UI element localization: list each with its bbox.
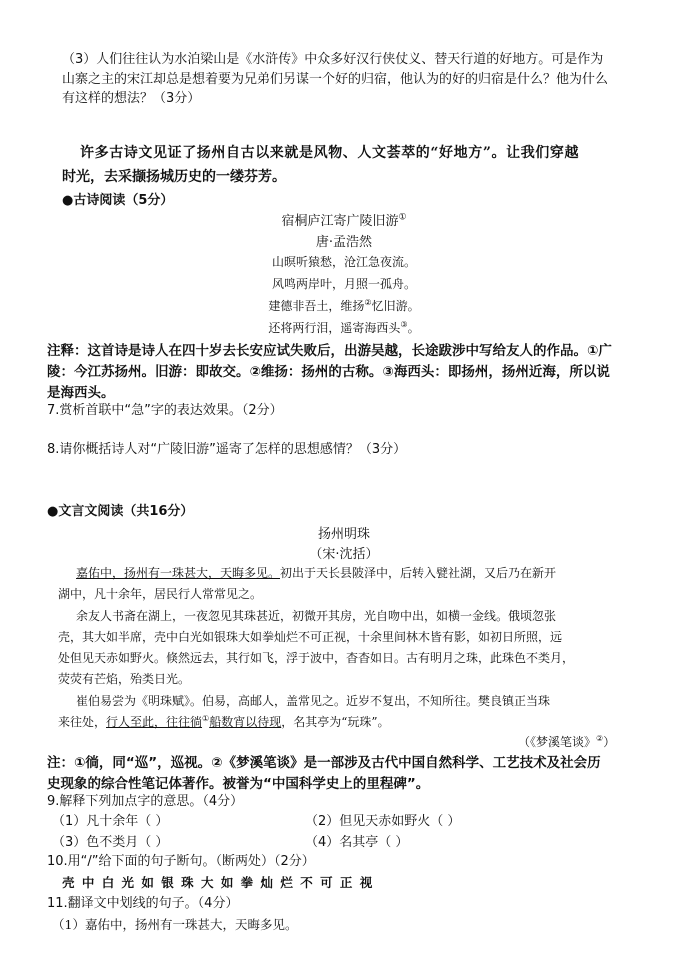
prose-note-line1: 注：①徜，同“巡”，巡视。②《梦溪笔谈》是一部涉及古代中国自然科学、工艺技术及社会历 bbox=[47, 755, 601, 771]
prose-p3-a: 来往处， bbox=[58, 715, 107, 729]
poem-line-4-note: ③ bbox=[400, 320, 408, 329]
q9-item-3: （3）色不类月（ ） bbox=[52, 835, 169, 850]
q11-stem: 11.翻译文中划线的句子。（4分） bbox=[47, 896, 239, 911]
prose-source-note: ② bbox=[596, 734, 604, 743]
prose-p2-line1: 余友人书斋在湖上，一夜忽见其珠甚近，初微开其房，光自吻中出，如横一金线。俄顷忽张 bbox=[76, 609, 557, 623]
prose-p3-note: ① bbox=[202, 714, 210, 723]
poem-note-line3: 是海西头。 bbox=[47, 385, 115, 401]
poem-title: 宿桐庐江寄广陵旧游 bbox=[281, 214, 399, 229]
prose-source-end: ） bbox=[603, 735, 616, 749]
prose-p1-underlined: 嘉佑中，扬州有一珠甚大，天晦多见。 bbox=[76, 566, 281, 580]
q3-line3: 有这样的想法？（3分） bbox=[62, 91, 201, 106]
prose-source bbox=[518, 733, 615, 750]
prose-source-text: （《梦溪笔谈》 bbox=[518, 735, 597, 749]
prose-p3-ul: 行人至此，往往徜 bbox=[106, 715, 203, 729]
poem-note-line1: 注释：这首诗是诗人在四十岁去长安应试失败后，出游吴越，长途跋涉中写给友人的作品。①广 bbox=[47, 343, 612, 359]
prose-p2-line3: 处但见天赤如野火。倏然远去，其行如飞，浮于波中，杳杳如日。古有明月之珠，此珠色不类月， bbox=[58, 651, 575, 665]
q3-line2: 山寨之主的宋江却总是想着要为兄弟们另谋一个好的归宿，他认为的好的归宿是什么？他为什么 bbox=[62, 72, 609, 87]
poem-line-3-tail: 忆旧游。 bbox=[371, 299, 420, 313]
prose-p3-line2 bbox=[58, 713, 390, 730]
poem-author: 唐·孟浩然 bbox=[315, 235, 373, 250]
prose-p1-line2: 湖中，凡十余年，居民行人常常见之。 bbox=[58, 587, 263, 601]
prose-p3-line1: 崔伯易尝为《明珠赋》。伯易，高邮人，盖常见之。近岁不复出，不知所往。樊良镇正当珠 bbox=[76, 694, 551, 708]
q9-item-2: （2）但见天赤如野火（ ） bbox=[305, 814, 461, 829]
q10-stem: 10.用“/”给下面的句子断句。（断两处）（2分） bbox=[47, 854, 315, 869]
poem-line-2: 风鸣两岸叶，月照一孤舟。 bbox=[271, 277, 416, 291]
poem-line-4 bbox=[0, 319, 688, 336]
poem-line-4-head: 还将两行泪，遥寄海西头 bbox=[268, 321, 401, 335]
poem-note-line2: 陵：今江苏扬州。旧游：即故交。②维扬：扬州的古称。③海西头：即扬州，扬州近海，所以说 bbox=[47, 364, 610, 380]
prose-p2-line4: 荧荧有芒焰，殆类日光。 bbox=[58, 672, 191, 686]
poem-line-3 bbox=[0, 297, 688, 314]
poem-line-3-note: ② bbox=[364, 298, 372, 307]
poem-title-row bbox=[0, 210, 688, 229]
prose-p2-line2: 壳，其大如半席，壳中白光如银珠大如拳灿烂不可正视，十余里间林木皆有影，如初日所照，远 bbox=[58, 630, 563, 644]
poem-line-1: 山暝听猿愁，沧江急夜流。 bbox=[271, 255, 416, 269]
prose-p3-b: ，名其亭为“玩珠”。 bbox=[281, 715, 390, 729]
q10-sentence: 壳 中 白 光 如 银 珠 大 如 拳 灿 烂 不 可 正 视 bbox=[62, 875, 374, 890]
q9-item-1: （1）凡十余年（ ） bbox=[52, 814, 169, 829]
prose-note-line2: 史现象的综合性笔记体著作。被誉为“中国科学史上的里程碑”。 bbox=[47, 776, 430, 792]
poem-line-4-tail: 。 bbox=[407, 321, 420, 335]
prose-p1-line1 bbox=[76, 564, 556, 581]
q7-text: 7.赏析首联中“急”字的表达效果。（2分） bbox=[47, 403, 283, 418]
q11-item-1: （1）嘉佑中，扬州有一珠甚大，天晦多见。 bbox=[52, 917, 298, 932]
q3-line1: （3）人们往往认为水泊梁山是《水浒传》中众多好汉行侠仗义、替天行道的好地方。可是作为 bbox=[62, 52, 604, 67]
intro-line2: 时光，去采撷扬城历史的一缕芬芳。 bbox=[62, 169, 286, 185]
prose-p1-rest: 初出于天长县陂泽中，后转入甓社湖，又后乃在新开 bbox=[280, 566, 557, 580]
q9-stem: 9.解释下列加点字的意思。（4分） bbox=[47, 794, 244, 809]
prose-heading: ●文言文阅读（共16分） bbox=[47, 504, 194, 519]
prose-title: 扬州明珠 bbox=[317, 527, 370, 542]
intro-line1: 许多古诗文见证了扬州自古以来就是风物、人文荟萃的“好地方”。让我们穿越 bbox=[80, 145, 580, 161]
prose-p3-ul2: 船数宵以待现 bbox=[209, 715, 282, 729]
poem-title-note: ① bbox=[398, 212, 407, 223]
q9-item-4: （4）名其亭（ ） bbox=[305, 835, 409, 850]
poem-line-3-head: 建德非吾土，维扬 bbox=[268, 299, 365, 313]
q8-text: 8.请你概括诗人对“广陵旧游”遥寄了怎样的思想感情？（3分） bbox=[47, 442, 407, 457]
poem-heading: ●古诗阅读（5分） bbox=[62, 193, 174, 208]
prose-author: （宋·沈括） bbox=[309, 547, 379, 562]
